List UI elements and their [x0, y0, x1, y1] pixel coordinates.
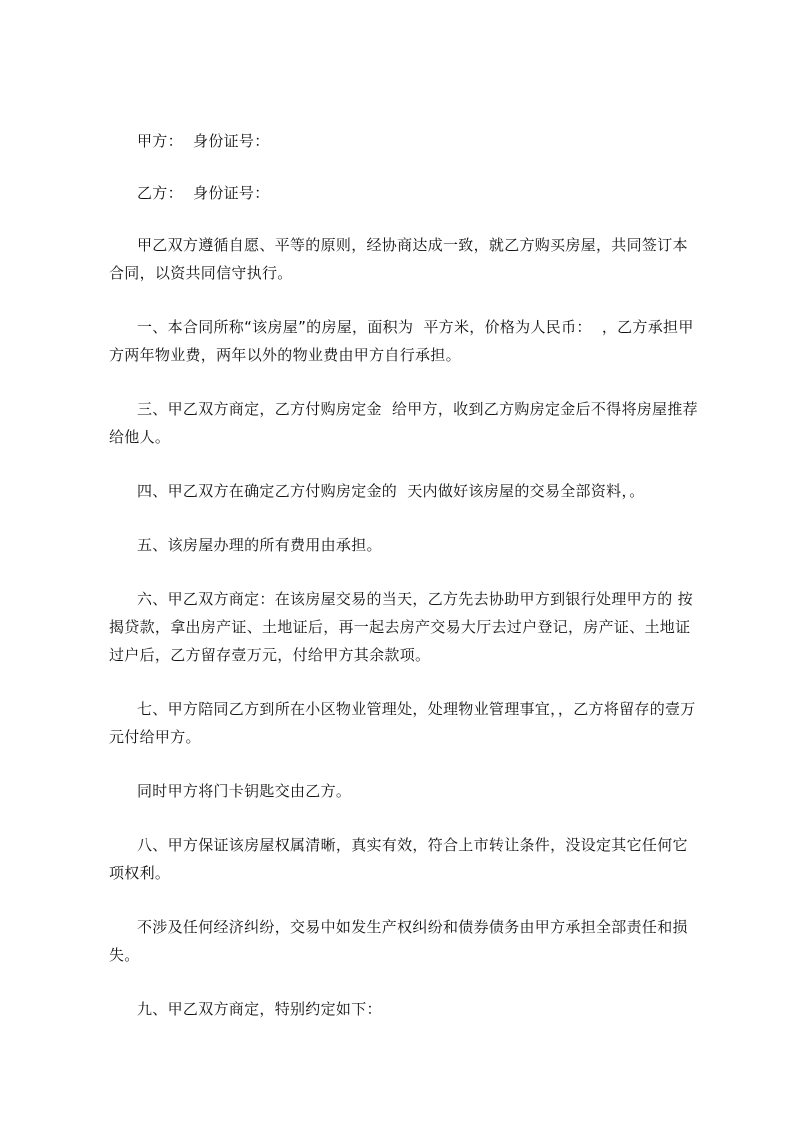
clause-8-continuation: 不涉及任何经济纠纷，交易中如发生产权纠纷和债券债务由甲方承担全部责任和损失。	[109, 918, 688, 964]
clause-9: 九、甲乙双方商定，特别约定如下：	[137, 1000, 382, 1018]
clause-3: 三、甲乙双方商定，乙方付购房定金 给甲方，收到乙方购房定金后不得将房屋推荐给他人。	[109, 400, 698, 446]
clause-7-continuation: 同时甲方将门卡钥匙交由乙方。	[137, 782, 352, 800]
clause-8: 八、甲方保证该房屋权属清晰，真实有效，符合上市转让条件，没设定其它任何它项权利。	[109, 836, 688, 882]
clause-6: 六、甲乙双方商定：在该房屋交易的当天，乙方先去协助甲方到银行处理甲方的 按揭贷款，拿出房产证、土地证后，再一起去房产交易大厅去过户登记，房产证、土地证过户后，乙方留存壹万元，付给甲方其余款项。	[109, 590, 693, 664]
party-a-line: 甲方： 身份证号：	[137, 132, 270, 150]
clause-1: 一、本合同所称“该房屋”的房屋，面积为 平方米，价格为人民币： ，乙方承担甲方两年物业费，两年以外的物业费由甲方自行承担。	[109, 318, 694, 364]
contract-body	[109, 127, 699, 1049]
clause-5: 五、该房屋办理的所有费用由承担。	[137, 536, 382, 554]
clause-4: 四、甲乙双方在确定乙方付购房定金的 天内做好该房屋的交易全部资料，。	[137, 482, 645, 500]
intro-paragraph: 甲乙双方遵循自愿、平等的原则，经协商达成一致，就乙方购买房屋，共同签订本合同，以资共同信守执行。	[109, 236, 688, 282]
party-b-line: 乙方： 身份证号：	[137, 184, 270, 202]
clause-7: 七、甲方陪同乙方到所在小区物业管理处，处理物业管理事宜，，乙方将留存的壹万元付给甲方。	[109, 700, 696, 746]
